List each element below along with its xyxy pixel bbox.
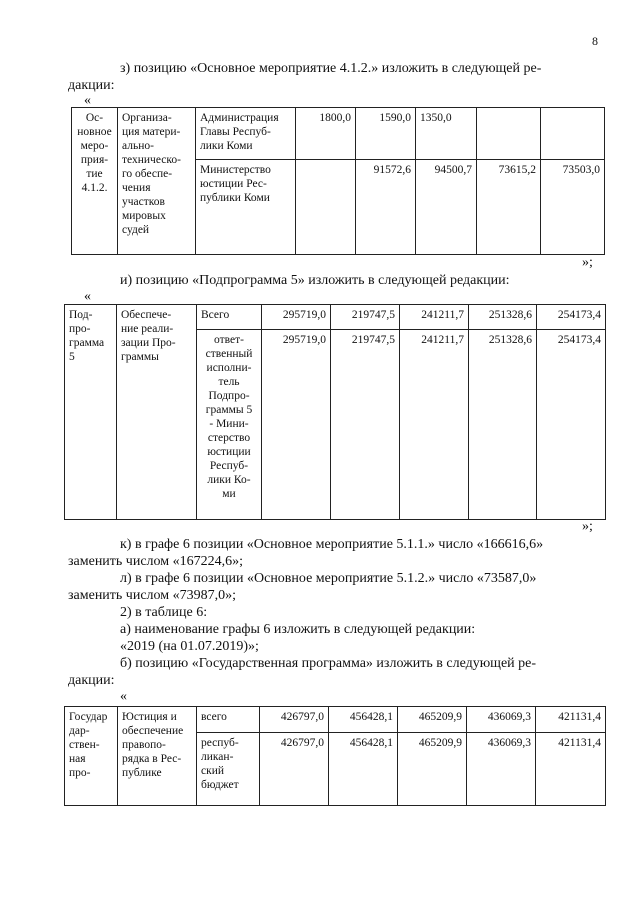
cell-value: 219747,5 <box>331 330 400 520</box>
table-state-program <box>64 706 606 806</box>
item-a-value: «2019 (на 01.07.2019)»; <box>120 639 259 654</box>
cell-position-label <box>72 108 118 255</box>
cell-executor <box>196 108 296 160</box>
executor-text: респуб- ликан- ский бюджет <box>201 737 239 792</box>
executor-text: Администрация Главы Респуб- лики Коми <box>200 112 279 152</box>
cell-value <box>296 160 356 255</box>
cell-value: 295719,0 <box>262 330 331 520</box>
cell-value: 456428,1 <box>329 733 398 806</box>
cell-value: 456428,1 <box>329 707 398 733</box>
cell-position-name <box>118 707 197 806</box>
cell-value: 436069,3 <box>467 707 536 733</box>
item-k-line2: заменить числом «167224,6»; <box>68 554 244 569</box>
table-row <box>72 108 605 160</box>
cell-value: 241211,7 <box>400 305 469 330</box>
executor-text: Всего <box>201 309 230 321</box>
item-l-line2: заменить числом «73987,0»; <box>68 588 237 603</box>
position-text: Ос- новное меро- прия- тие 4.1.2. <box>77 112 112 194</box>
cell-position-label <box>65 707 118 806</box>
cell-value: 241211,7 <box>400 330 469 520</box>
item-k-line1: к) в графе 6 позиции «Основное мероприятие 5.1.1.» число «166616,6» <box>120 537 544 552</box>
cell-position-name <box>117 305 197 520</box>
item-a-line: а) наименование графы 6 изложить в следующей редакции: <box>120 622 476 637</box>
cell-value: 1800,0 <box>296 108 356 160</box>
page-number: 8 <box>592 34 598 48</box>
cell-position-label <box>65 305 117 520</box>
cell-value: 251328,6 <box>469 305 537 330</box>
executor-text: ответ- ственный исполни- тель Подпро- граммы 5 - Мини- стерство юстиции Респуб- лики Ко- ми <box>205 334 253 501</box>
cell-position-name <box>118 108 196 255</box>
cell-value: 426797,0 <box>260 707 329 733</box>
cell-executor <box>197 330 262 520</box>
position-name-text: Юстиция и обеспечение правопо- рядка в Рес- публике <box>122 711 184 779</box>
cell-value: 421131,4 <box>536 733 606 806</box>
open-quote-3: « <box>120 689 127 704</box>
cell-value: 295719,0 <box>262 305 331 330</box>
cell-value: 219747,5 <box>331 305 400 330</box>
position-text: Под- про- грамма 5 <box>69 309 105 363</box>
item-b-line2: дакции: <box>68 673 115 688</box>
table-row <box>65 707 606 733</box>
cell-value: 436069,3 <box>467 733 536 806</box>
cell-value: 465209,9 <box>398 707 467 733</box>
cell-value: 1350,0 <box>416 108 477 160</box>
position-name-text: Организа- ция матери- ально- техническо- го обеспе- чения участков мировых судей <box>122 112 181 236</box>
cell-value <box>477 108 541 160</box>
item-i-line: и) позицию «Подпрограмма 5» изложить в следующей редакции: <box>120 273 510 288</box>
cell-executor <box>196 160 296 255</box>
cell-value: 91572,6 <box>356 160 416 255</box>
open-quote-1: « <box>84 93 91 108</box>
open-quote-2: « <box>84 289 91 304</box>
table-row <box>65 305 606 330</box>
table-position-4-1-2 <box>71 107 605 255</box>
position-text: Государ дар- ствен- ная про- <box>69 711 108 779</box>
executor-text: всего <box>201 711 227 723</box>
table-subprogram-5 <box>64 304 606 520</box>
cell-value: 73615,2 <box>477 160 541 255</box>
cell-value <box>541 108 605 160</box>
cell-value: 254173,4 <box>537 305 606 330</box>
cell-value: 1590,0 <box>356 108 416 160</box>
cell-value: 421131,4 <box>536 707 606 733</box>
cell-value: 251328,6 <box>469 330 537 520</box>
cell-value: 254173,4 <box>537 330 606 520</box>
item-z-line1: з) позицию «Основное мероприятие 4.1.2.» изложить в следующей ре- <box>120 61 542 76</box>
close-quote-2: »; <box>582 519 593 534</box>
cell-value: 465209,9 <box>398 733 467 806</box>
cell-value: 73503,0 <box>541 160 605 255</box>
cell-executor <box>197 707 260 733</box>
cell-executor <box>197 733 260 806</box>
item-l-line1: л) в графе 6 позиции «Основное мероприятие 5.1.2.» число «73587,0» <box>120 571 537 586</box>
close-quote-1: »; <box>582 255 593 270</box>
item-table6: 2) в таблице 6: <box>120 605 208 620</box>
cell-value: 426797,0 <box>260 733 329 806</box>
executor-text: Министерство юстиции Рес- публики Коми <box>200 164 271 204</box>
cell-executor <box>197 305 262 330</box>
item-b-line1: б) позицию «Государственная программа» изложить в следующей ре- <box>120 656 537 671</box>
position-name-text: Обеспече- ние реали- зации Про- граммы <box>121 309 176 363</box>
item-z-line2: дакции: <box>68 78 115 93</box>
cell-value: 94500,7 <box>416 160 477 255</box>
